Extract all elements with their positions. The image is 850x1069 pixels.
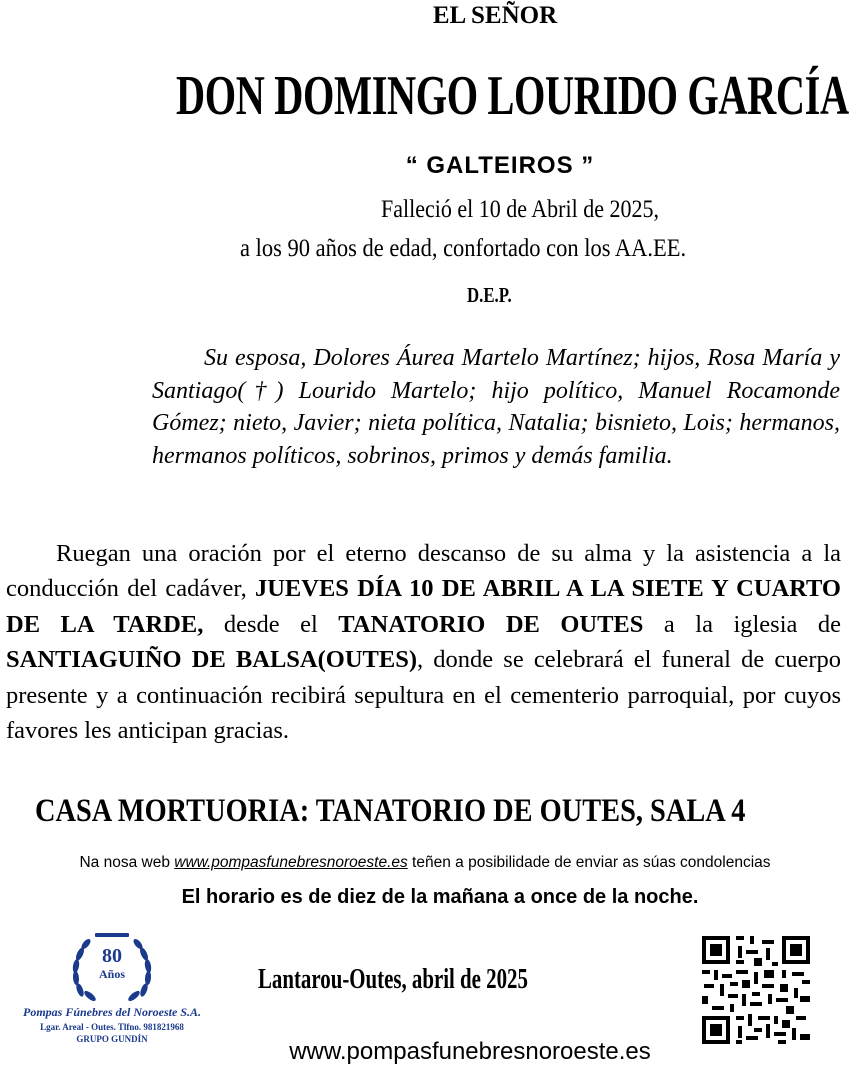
visiting-hours: El horario es de diez de la mañana a once de la noche. [181, 886, 699, 908]
age-line: a los 90 años de edad, confortado con los AA.EE. [240, 235, 687, 262]
logo-years-word: Años [98, 967, 126, 981]
condolences-link[interactable]: www.pompasfunebresnoroeste.es [174, 854, 408, 871]
prayer-text: desde el [203, 610, 339, 638]
family-paragraph [152, 342, 840, 472]
web-condolences-note [0, 854, 850, 872]
prayer-text: a la iglesia de [643, 610, 842, 638]
prayer-text: , donde se celebrará el funeral de cuerpo presente y a continuación recibirá sepultura en el cementerio parroquial, por cuyos favores les anticipan gracias. [6, 646, 841, 745]
deceased-name: DON DOMINGO LOURIDO GARCÍA [176, 65, 849, 127]
logo-address: Lgar. Areal - Outes. Tlfno. 981821968 [40, 1022, 184, 1032]
procession-datetime: JUEVES DÍA 10 DE ABRIL A LA SIETE Y CUARTO DE LA TARDE, [6, 575, 841, 638]
family-text: Su esposa, Dolores Áurea Martelo Martínez; hijos, Rosa María y Santiago(†) Lourido Martelo; hijo político, Manuel Rocamonde Gómez; nieto, Javier; nieta política, Natalia; bisnieto, Lois; hermanos, hermanos políticos, sobrinos, primos y demás familia. [152, 345, 840, 469]
laurel-left-icon [72, 937, 97, 1002]
dep-label: D.E.P. [467, 283, 512, 307]
procession-origin: TANATORIO DE OUTES [338, 610, 644, 638]
casa-mortuoria: CASA MORTUORIA: TANATORIO DE OUTES, SALA 4 [35, 793, 746, 829]
website-url[interactable]: www.pompasfunebresnoroeste.es [289, 1038, 651, 1065]
web-note-after: teñen a posibilidade de enviar as súas condolencias [407, 854, 771, 871]
laurel-right-icon [127, 937, 152, 1002]
web-note-before: Na nosa web [79, 854, 175, 871]
logo-years-number: 80 [102, 945, 122, 967]
prayer-text: Ruegan una oración por el eterno descanso de su alma y la asistencia a la conducción del cadáver, [6, 540, 841, 603]
funeral-home-logo [0, 930, 224, 1050]
prayer-paragraph [6, 536, 841, 748]
church-name: SANTIAGUIÑO DE BALSA(OUTES) [6, 646, 418, 674]
logo-company-name: Pompas Fúnebres del Noroeste S.A. [22, 1005, 201, 1019]
deceased-nickname: “ GALTEIROS ” [405, 152, 595, 179]
header-title-label: EL SEÑOR [432, 2, 558, 29]
place-date: Lantarou-Outes, abril de 2025 [258, 963, 528, 995]
logo-group: GRUPO GUNDÍN [76, 1034, 148, 1044]
qr-code-icon[interactable] [702, 936, 810, 1044]
death-date-line: Falleció el 10 de Abril de 2025, [381, 196, 659, 223]
